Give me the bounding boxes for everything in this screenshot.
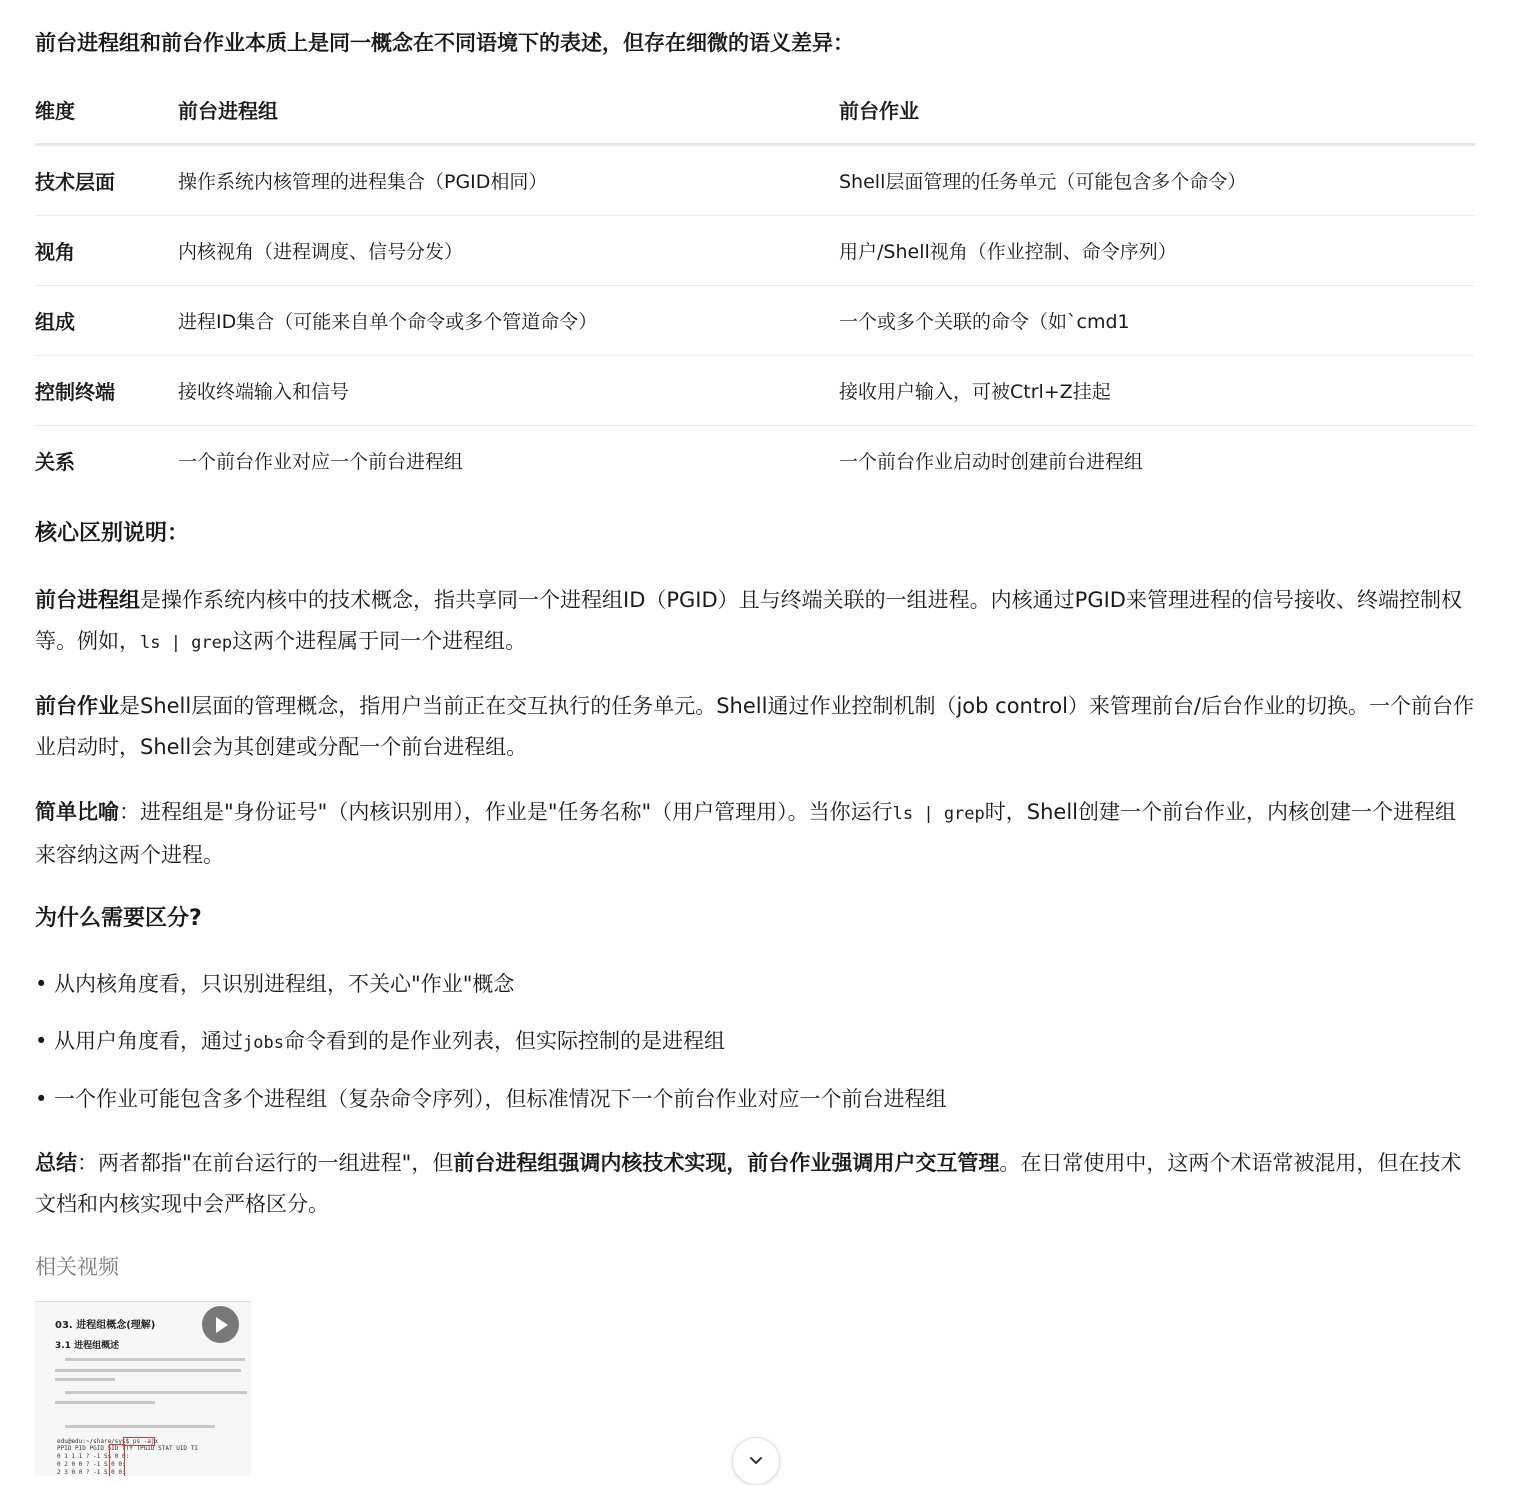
term-bold: 前台进程组 bbox=[35, 588, 140, 612]
paragraph-job bbox=[35, 686, 1475, 768]
paragraph-text: 。在日常使用中，这两个术语常被混用，但在技术文档和内核实现中会严格区分。 bbox=[35, 1151, 1462, 1216]
term-bold: 前台作业 bbox=[35, 694, 119, 718]
table-cell: 一个或多个关联的命令（如`cmd1 bbox=[839, 311, 1130, 333]
why-heading: 为什么需要区分? bbox=[35, 906, 202, 931]
inline-code: ls | grep bbox=[140, 633, 233, 653]
core-difference-heading: 核心区别说明： bbox=[35, 521, 190, 546]
table-cell: 一个前台作业启动时创建前台进程组 bbox=[839, 451, 1144, 473]
thumbnail-highlight-box bbox=[109, 1444, 125, 1476]
table-cell: 技术层面 bbox=[35, 170, 115, 194]
table-header: 前台进程组 bbox=[178, 99, 278, 123]
list-item-text: 命令看到的是作业列表，但实际控制的是进程组 bbox=[284, 1029, 726, 1053]
paragraph-analogy bbox=[35, 792, 1475, 876]
table-cell: 视角 bbox=[35, 240, 75, 264]
thumbnail-text-line bbox=[55, 1401, 155, 1404]
inline-code: ls | grep bbox=[892, 804, 985, 824]
table-cell: 接收终端输入和信号 bbox=[178, 381, 350, 403]
list-item bbox=[35, 1026, 725, 1058]
thumbnail-table-row: 2 3 0 0 ? -1 S 0 0: bbox=[57, 1469, 126, 1476]
thumbnail-text-line bbox=[55, 1378, 115, 1381]
emphasis-bold: 前台进程组强调内核技术实现，前台作业强调用户交互管理 bbox=[453, 1151, 1000, 1175]
thumbnail-highlight-box bbox=[123, 1437, 155, 1446]
paragraph-text: 这两个进程属于同一个进程组。 bbox=[232, 629, 527, 653]
table-cell: 接收用户输入，可被Ctrl+Z挂起 bbox=[839, 381, 1111, 403]
list-item: • 一个作业可能包含多个进程组（复杂命令序列），但标准情况下一个前台作业对应一个前台进程组 bbox=[35, 1087, 947, 1111]
table-cell: 内核视角（进程调度、信号分发） bbox=[178, 241, 464, 263]
video-thumbnail[interactable] bbox=[35, 1301, 251, 1476]
paragraph-summary bbox=[35, 1143, 1475, 1225]
table-header: 前台作业 bbox=[839, 99, 919, 123]
table-cell: 关系 bbox=[35, 450, 75, 474]
thumbnail-subtitle: 3.1 进程组概述 bbox=[55, 1341, 120, 1351]
chevron-down-icon bbox=[748, 1453, 764, 1469]
thumbnail-table-row: 0 1 1 1 ? -1 Ss 0 0: bbox=[57, 1453, 130, 1460]
thumbnail-text-line bbox=[65, 1425, 215, 1428]
paragraph-process-group bbox=[35, 580, 1475, 664]
table-row bbox=[35, 426, 1475, 495]
table-row bbox=[35, 356, 1475, 426]
list-item-text: • 从用户角度看，通过 bbox=[35, 1029, 244, 1053]
thumbnail-title: 03. 进程组概念(理解) bbox=[55, 1320, 156, 1331]
thumbnail-text-line bbox=[65, 1391, 247, 1394]
inline-code: jobs bbox=[243, 1033, 285, 1053]
list-item: • 从内核角度看，只识别进程组，不关心"作业"概念 bbox=[35, 972, 515, 996]
paragraph-text: 是操作系统内核中的技术概念，指共享同一个进程组ID（PGID）且与终端关联的一组进程。内核通过PGID来管理进程的信号接收、终端控制权等。例如， bbox=[35, 588, 1462, 653]
paragraph-text: 是Shell层面的管理概念，指用户当前正在交互执行的任务单元。Shell通过作业控制机制（job control）来管理前台/后台作业的切换。一个前台作业启动时，Shell会为其创建或分配一个前台进程组。 bbox=[35, 694, 1475, 759]
thumbnail-table-row: 0 2 0 0 ? -1 S 0 0: bbox=[57, 1461, 126, 1468]
table-cell: 一个前台作业对应一个前台进程组 bbox=[178, 451, 464, 473]
table-cell: 控制终端 bbox=[35, 380, 115, 404]
paragraph-text: ：进程组是"身份证号"（内核识别用），作业是"任务名称"（用户管理用）。当你运行 bbox=[119, 800, 893, 824]
term-bold: 简单比喻 bbox=[35, 800, 119, 824]
table-cell: 操作系统内核管理的进程集合（PGID相同） bbox=[178, 171, 548, 193]
paragraph-text: 时，Shell创建一个前台作业，内核创建一个进程组来容纳这两个进程。 bbox=[35, 800, 1456, 867]
table-cell: Shell层面管理的任务单元（可能包含多个命令） bbox=[839, 171, 1247, 193]
table-row bbox=[35, 286, 1475, 356]
paragraph-text: ：两者都指"在前台运行的一组进程"，但 bbox=[77, 1151, 454, 1175]
table-cell: 用户/Shell视角（作业控制、命令序列） bbox=[839, 241, 1177, 263]
play-icon[interactable] bbox=[202, 1306, 239, 1343]
table-header: 维度 bbox=[35, 99, 75, 123]
table-row bbox=[35, 146, 1475, 216]
intro-heading: 前台进程组和前台作业本质上是同一概念在不同语境下的表述，但存在细微的语义差异： bbox=[35, 31, 854, 55]
table-row bbox=[35, 216, 1475, 286]
thumbnail-text-line bbox=[55, 1369, 241, 1372]
thumbnail-command: edu@edu:~/share/sys$ ps -ajx bbox=[57, 1438, 159, 1445]
term-bold: 总结 bbox=[35, 1151, 77, 1175]
related-videos-label: 相关视频 bbox=[35, 1255, 119, 1279]
thumbnail-text-line bbox=[65, 1358, 245, 1361]
comparison-table bbox=[35, 76, 1475, 495]
table-cell: 组成 bbox=[35, 310, 75, 334]
scroll-down-button[interactable] bbox=[732, 1437, 780, 1485]
thumbnail-table-header: PPID PID PGID SID TTY TPGID STAT UID TI bbox=[57, 1445, 198, 1452]
table-header-row bbox=[35, 76, 1475, 146]
table-cell: 进程ID集合（可能来自单个命令或多个管道命令） bbox=[178, 311, 598, 333]
